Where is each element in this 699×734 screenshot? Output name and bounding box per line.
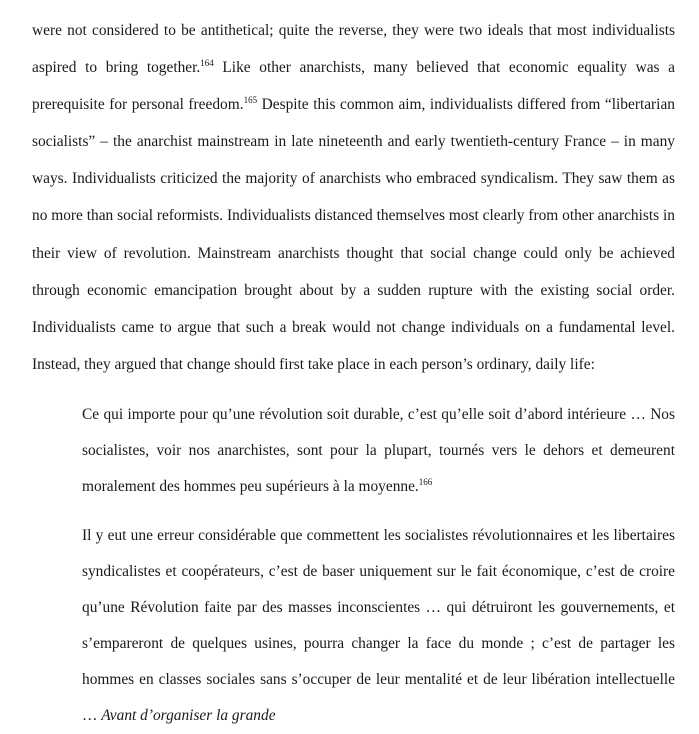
main-paragraph-part3: Despite this common aim, individualists differed from “libertarian socialists” – the anarchist mainstream in late nineteenth and early twentieth-century France – in many ways. Individualists criticized the majority of anarchists who embraced syndicalism. They saw them as no more than social reformists. Individualists distanced themselves most clearly from other anarchists in their view of revolution. Mainstream anarchists thought that social change could only be achieved through economic emancipation brought about by a sudden rupture with the existing social order. Individualists came to argue that such a break would not change individuals on a fundamental level. Instead, they argued that change should first take place in each person’s ordinary, daily life: xyxy=(32,96,675,373)
main-paragraph xyxy=(32,12,675,383)
footnote-ref-164[interactable]: 164 xyxy=(200,58,214,69)
block-quote-2-text: Il y eut une erreur considérable que commettent les socialistes révolutionnaires et les libertaires syndicalistes et coopérateurs, c’est de baser uniquement sur le fait économique, c’est de croire qu’une Révolution faite par des masses inconscientes … qui détruiront les gouvernements, et s’empareront de quelques usines, pourra changer la face du monde ; c’est de partager les hommes en classes sociales sans s’occuper de leur mentalité et de leur libération intellectuelle … xyxy=(82,526,675,724)
block-quote-1 xyxy=(82,397,675,505)
block-quote-2-italic: Avant d’organiser la grande xyxy=(101,706,276,724)
main-paragraph-part2: Like other anarchists, many believed that economic equality was a prerequisite for personal freedom. xyxy=(32,59,675,114)
footnote-ref-165[interactable]: 165 xyxy=(243,95,258,106)
main-paragraph-part1: were not considered to be antithetical; quite the reverse, they were two ideals that most individualists aspired to bring together. xyxy=(32,22,675,77)
document-page xyxy=(32,12,675,734)
block-quote-1-text: Ce qui importe pour qu’une révolution soit durable, c’est qu’elle soit d’abord intérieure … Nos socialistes, voir nos anarchistes, sont pour la plupart, tournés vers le dehors et demeurent moralement des hommes peu supérieurs à la moyenne. xyxy=(82,405,675,495)
footnote-ref-166[interactable]: 166 xyxy=(418,476,433,487)
block-quote-2 xyxy=(82,518,675,734)
